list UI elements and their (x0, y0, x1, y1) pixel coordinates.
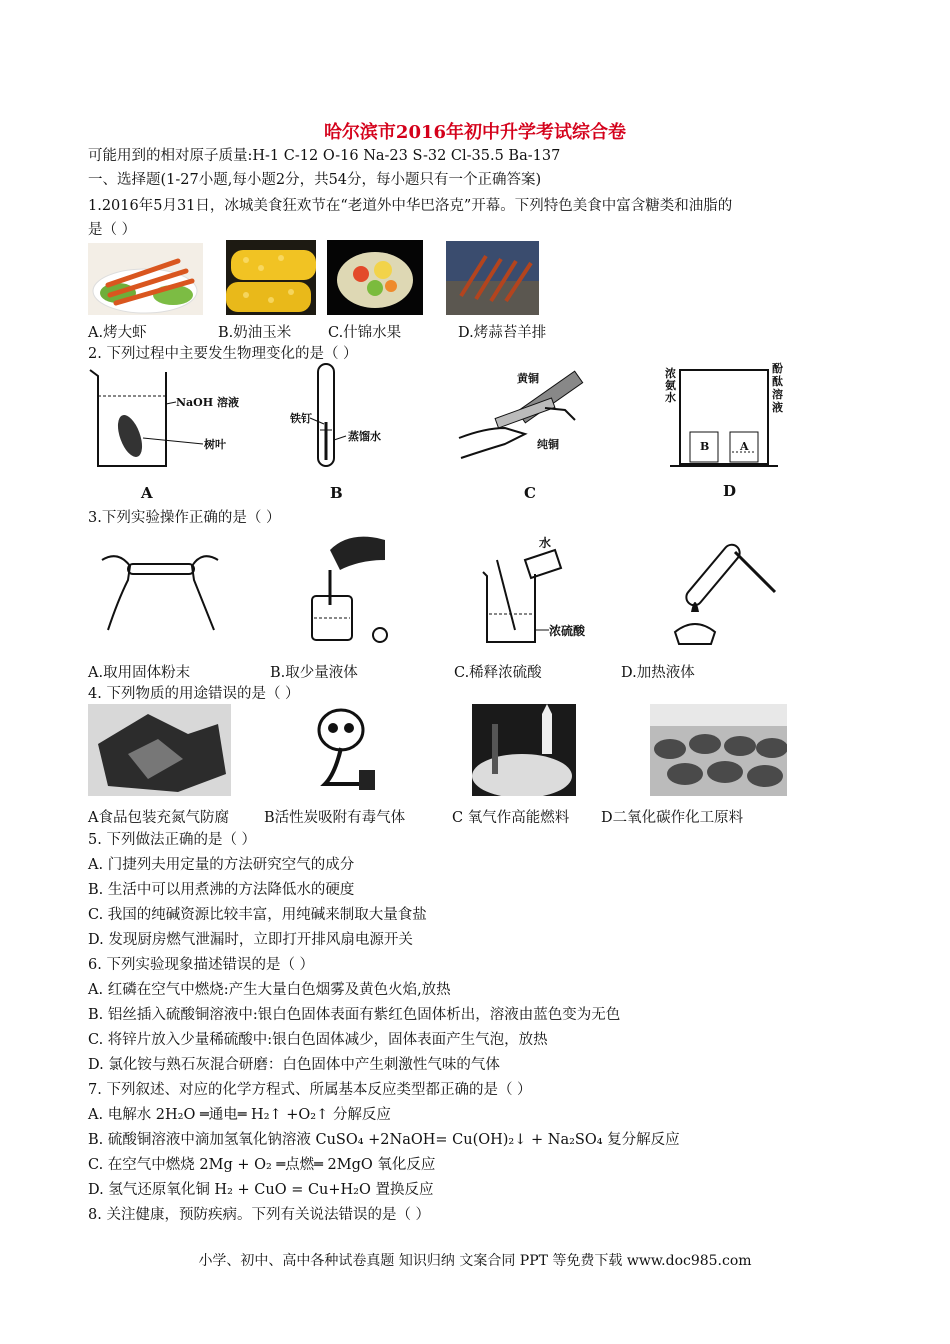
q3-stem: 3.下列实验操作正确的是（ ） (88, 510, 281, 526)
q6-option-b: B. 铝丝插入硫酸铜溶液中:银白色固体表面有紫红色固体析出，溶液由蓝色变为无色 (88, 1007, 621, 1023)
q3-diagram-d (665, 532, 785, 650)
q5-stem: 5. 下列做法正确的是（ ） (88, 832, 257, 848)
ammonia-label: 浓氨水 (665, 367, 676, 404)
q2-letter-d: D (723, 482, 737, 500)
brass-label: 黄铜 (517, 372, 539, 385)
q6-option-d: D. 氯化铵与熟石灰混合研磨：白色固体中产生刺激性气味的气体 (88, 1057, 500, 1073)
q3-option-b: B.取少量液体 (270, 665, 358, 681)
water-label: 蒸馏水 (348, 430, 381, 443)
beaker-a-label: A (740, 440, 749, 453)
q1-option-d: D.烤蒜苔羊排 (458, 325, 547, 341)
nail-label: 铁钉 (290, 412, 312, 425)
section-heading: 一、选择题(1-27小题,每小题2分，共54分，每小题只有一个正确答案) (88, 172, 542, 188)
naoh-label: NaOH 溶液 (176, 396, 239, 409)
q8-stem: 8. 关注健康，预防疾病。下列有关说法错误的是（ ） (88, 1207, 431, 1223)
q6-stem: 6. 下列实验现象描述错误的是（ ） (88, 957, 315, 973)
beaker-b-label: B (700, 440, 710, 453)
q5-option-b: B. 生活中可以用煮沸的方法降低水的硬度 (88, 882, 355, 898)
kebab-photo (446, 241, 539, 315)
q4-option-b: B活性炭吸附有毒气体 (264, 810, 406, 826)
q2-stem: 2. 下列过程中主要发生物理变化的是（ ） (88, 346, 358, 362)
q2-letter-c: C (524, 484, 536, 502)
phenol-label: 酚酞溶液 (772, 362, 783, 414)
q3-water-label: 水 (539, 536, 552, 550)
q3-option-a: A.取用固体粉末 (88, 665, 191, 681)
exam-title: 哈尔滨市2016年初中升学考试综合卷 (323, 122, 627, 143)
q4-stem: 4. 下列物质的用途错误的是（ ） (88, 686, 300, 702)
q4-option-a: A食品包装充氮气防腐 (88, 810, 229, 826)
q5-option-c: C. 我国的纯碱资源比较丰富，用纯碱来制取大量食盐 (88, 907, 427, 923)
footer-text: 小学、初中、高中各种试卷真题 知识归纳 文案合同 PPT 等免费下载 www.doc985.com (198, 1253, 752, 1269)
q3-diagram-b (300, 530, 395, 645)
corn-photo (226, 240, 316, 315)
q3-diagram-c (475, 530, 600, 648)
q6-option-a: A. 红磷在空气中燃烧:产生大量白色烟雾及黄色火焰,放热 (88, 982, 451, 998)
gas-mask-photo (305, 704, 380, 796)
copper-label: 纯铜 (537, 438, 559, 451)
q1-option-c: C.什锦水果 (328, 325, 402, 341)
q1-option-b: B.奶油玉米 (218, 325, 292, 341)
q2-diagram-c (455, 368, 595, 468)
q3-acid-label: 浓硫酸 (549, 624, 586, 638)
q5-option-a: A. 门捷列夫用定量的方法研究空气的成分 (88, 857, 355, 873)
q7-stem: 7. 下列叙述、对应的化学方程式、所属基本反应类型都正确的是（ ） (88, 1082, 532, 1098)
q7-option-c: C. 在空气中燃烧 2Mg + O₂ ═点燃═ 2MgO 氧化反应 (88, 1157, 436, 1173)
q2-diagram-d (660, 362, 790, 474)
q1-option-a: A.烤大虾 (88, 325, 147, 341)
q4-option-d: D二氧化碳作化工原料 (601, 810, 744, 826)
q2-diagram-a (88, 366, 258, 476)
q1-stem-line2: 是（ ） (88, 222, 137, 238)
shrimp-photo (88, 243, 203, 315)
atomic-masses: 可能用到的相对原子质量:H-1 C-12 O-16 Na-23 S-32 Cl-35.5 Ba-137 (88, 148, 561, 164)
q7-option-b: B. 硫酸铜溶液中滴加氢氧化钠溶液 CuSO₄ +2NaOH= Cu(OH)₂↓ + Na₂SO₄ 复分解反应 (88, 1132, 680, 1148)
q3-option-c: C.稀释浓硫酸 (454, 665, 542, 681)
q2-letter-a: A (141, 484, 153, 502)
q5-option-d: D. 发现厨房燃气泄漏时，立即打开排风扇电源开关 (88, 932, 413, 948)
leaf-label: 树叶 (204, 438, 226, 451)
q7-option-d: D. 氢气还原氧化铜 H₂ + CuO = Cu+H₂O 置换反应 (88, 1182, 434, 1198)
q7-option-a: A. 电解水 2H₂O ═通电═ H₂↑ +O₂↑ 分解反应 (88, 1107, 391, 1123)
q2-letter-b: B (330, 484, 343, 502)
q3-option-d: D.加热液体 (621, 665, 695, 681)
rocket-launch-photo (472, 704, 576, 796)
q6-option-c: C. 将锌片放入少量稀硫酸中:银白色固体减少，固体表面产生气泡，放热 (88, 1032, 548, 1048)
vegetables-photo (650, 704, 787, 796)
fruit-photo (327, 240, 423, 315)
q3-diagram-a (98, 540, 223, 640)
q4-option-c: C 氧气作高能燃料 (452, 810, 570, 826)
q1-stem-line1: 1.2016年5月31日，冰城美食狂欢节在“老道外中华巴洛克”开幕。下列特色美食中富含糖类和油脂的 (88, 198, 733, 214)
food-package-photo (88, 704, 231, 796)
q2-diagram-b (290, 360, 400, 475)
